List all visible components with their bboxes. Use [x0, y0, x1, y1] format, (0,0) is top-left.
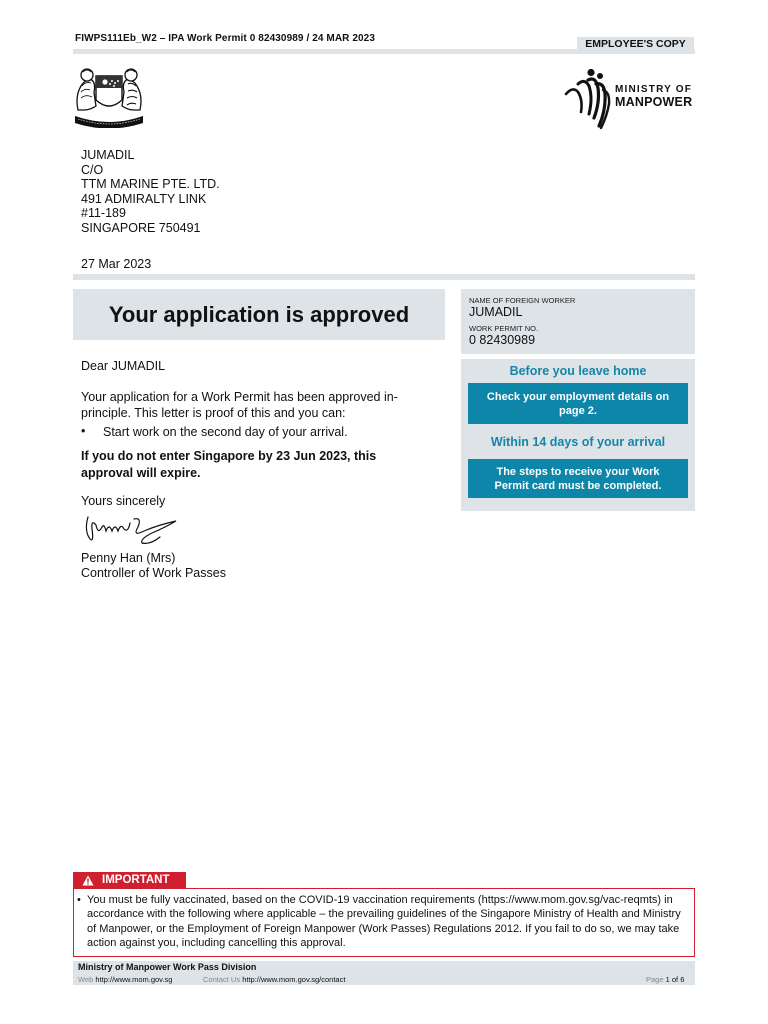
- footer-contact-label: Contact Us: [203, 975, 241, 984]
- signature-icon: [82, 509, 180, 549]
- footer-contact: [203, 975, 345, 984]
- card-steps-box: The steps to receive your Work Permit card must be completed.: [468, 459, 688, 498]
- recipient-address: [81, 148, 220, 236]
- work-permit-value: 0 82430989: [469, 333, 536, 347]
- address-line: 491 ADMIRALTY LINK: [81, 191, 207, 206]
- signer-title: Controller of Work Passes: [81, 566, 226, 580]
- document-reference: FIWPS111Eb_W2 – IPA Work Permit 0 82430989 / 24 MAR 2023: [75, 33, 376, 44]
- mom-logo-line1: MINISTRY OF: [615, 84, 693, 95]
- worker-name-label: NAME OF FOREIGN WORKER: [469, 296, 576, 305]
- important-bullet: •: [77, 894, 81, 906]
- warning-icon: [82, 875, 94, 886]
- closing: Yours sincerely: [81, 494, 166, 508]
- footer-page-number: 1 of 6: [665, 975, 685, 984]
- signer-name: Penny Han (Mrs): [81, 551, 176, 565]
- footer-web: [78, 975, 172, 984]
- panel-divider: [461, 354, 695, 359]
- important-label: IMPORTANT: [102, 874, 170, 886]
- address-line: TTM MARINE PTE. LTD.: [81, 177, 220, 192]
- important-text: You must be fully vaccinated, based on the COVID-19 vaccination requirements (https://www.mom.gov.sg/vac-reqmts) in accordance with the following where applicable – the prevailing guidelines of the Singapore Ministry of Health and Ministry of Manpower, or the Employment of Foreign Manpower (Work Passes) Regulations 2012. If you fail to do so, we may take action against you, including cancelling this approval.: [87, 894, 681, 950]
- letter-body: Your application for a Work Permit has been approved in-principle. This letter is proof of this and you can:: [81, 390, 398, 420]
- letter-date: 27 Mar 2023: [81, 257, 152, 271]
- footer-web-link[interactable]: http://www.mom.gov.sg: [95, 975, 173, 984]
- heading-within-14-days: Within 14 days of your arrival: [490, 435, 666, 449]
- bullet-text: Start work on the second day of your arrival.: [103, 425, 348, 439]
- work-permit-label: WORK PERMIT NO.: [469, 324, 539, 333]
- address-line: JUMADIL: [81, 148, 135, 162]
- footer-web-label: Web: [78, 975, 94, 984]
- footer-division: Ministry of Manpower Work Pass Division: [78, 962, 257, 972]
- worker-name-value: JUMADIL: [469, 305, 523, 319]
- expiry-warning: If you do not enter Singapore by 23 Jun 2023, this approval will expire.: [81, 449, 377, 480]
- important-tab: [73, 872, 186, 889]
- footer-page-label: Page: [646, 975, 664, 984]
- footer-contact-link[interactable]: http://www.mom.gov.sg/contact: [242, 975, 346, 984]
- copy-label: EMPLOYEE'S COPY: [577, 37, 694, 52]
- address-line: SINGAPORE 750491: [81, 220, 201, 235]
- heading-before-leave: Before you leave home: [509, 364, 647, 378]
- singapore-crest-icon: [72, 66, 146, 128]
- separator-rule: [73, 274, 695, 280]
- bullet-marker: •: [81, 424, 86, 438]
- approved-title: Your application is approved: [108, 301, 410, 327]
- address-line: #11-189: [81, 206, 126, 221]
- footer-page: [646, 975, 684, 984]
- mom-logo-line2: MANPOWER: [615, 95, 693, 109]
- approved-banner: [73, 289, 445, 340]
- check-details-box: Check your employment details on page 2.: [468, 383, 688, 424]
- salutation: Dear JUMADIL: [81, 359, 166, 373]
- address-line: C/O: [81, 162, 104, 177]
